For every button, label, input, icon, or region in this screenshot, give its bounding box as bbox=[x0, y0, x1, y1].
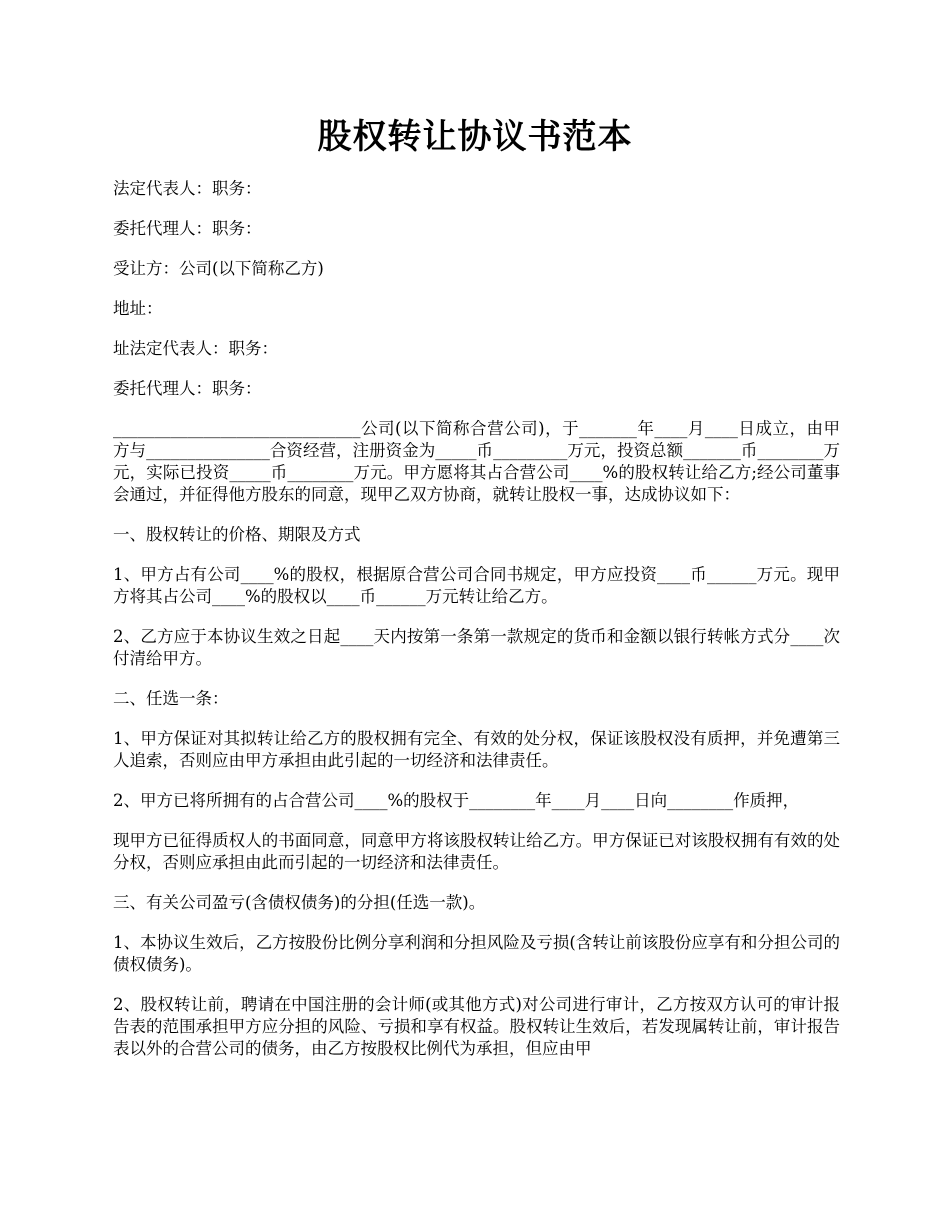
clause-1-2: 2、乙方应于本协议生效之日起____天内按第一条第一款规定的货币和金额以银行转帐方式分____次付清给甲方。 bbox=[113, 627, 840, 668]
clause-3-1: 1、本协议生效后，乙方按股份比例分享利润和分担风险及亏损(含转让前该股份应享有和分担公司的债权债务)。 bbox=[113, 933, 840, 974]
section-heading-1: 一、股权转让的价格、期限及方式 bbox=[113, 525, 361, 544]
paragraph-address: 地址： bbox=[113, 299, 163, 318]
clause-2-1: 1、甲方保证对其拟转让给乙方的股权拥有完全、有效的处分权，保证该股权没有质押，并免遭第三人追索，否则应由甲方承担由此引起的一切经济和法律责任。 bbox=[113, 729, 840, 770]
paragraph-legal-representative: 法定代表人：职务： bbox=[113, 179, 262, 198]
paragraph-transferee-authorized-agent: 委托代理人：职务： bbox=[113, 379, 262, 398]
clause-3-2: 2、股权转让前，聘请在中国注册的会计师(或其他方式)对公司进行审计，乙方按双方认可的审计报告表的范围承担甲方应分担的风险、亏损和享有权益。股权转让生效后，若发现属转让前，审计报告表以外的合营公司的债务，由乙方按股权比例代为承担，但应由甲 bbox=[113, 995, 840, 1058]
paragraph-preamble: ______________________________公司(以下简称合营公司)，于_______年____月____日成立，由甲方与_______________合资经营，注册资金为_____币_________万元，投资总额_______币________万元，实际已投资_____币________万元。甲方愿将其占合营公司____%的股权转让给乙方;经公司董事会通过，并征得他方股东的同意，现甲乙双方协商，就转让股权一事，达成协议如下： bbox=[113, 419, 840, 504]
section-heading-2: 二、任选一条： bbox=[113, 689, 229, 708]
clause-1-1: 1、甲方占有公司____%的股权，根据原合营公司合同书规定，甲方应投资____币______万元。现甲方将其占公司____%的股权以____币______万元转让给乙方。 bbox=[113, 565, 840, 606]
document-body bbox=[113, 178, 840, 1078]
document-title: 股权转让协议书范本 bbox=[317, 117, 633, 157]
clause-2-2: 2、甲方已将所拥有的占合营公司____%的股权于________年____月____日向________作质押， bbox=[113, 791, 800, 810]
paragraph-authorized-agent: 委托代理人：职务： bbox=[113, 219, 262, 238]
paragraph-transferee-legal-representative: 址法定代表人：职务： bbox=[113, 339, 278, 358]
section-heading-3: 三、有关公司盈亏(含债权债务)的分担(任选一款)。 bbox=[113, 893, 486, 912]
clause-2-2-continued: 现甲方已征得质权人的书面同意，同意甲方将该股权转让给乙方。甲方保证已对该股权拥有有效的处分权，否则应承担由此而引起的一切经济和法律责任。 bbox=[113, 831, 840, 872]
paragraph-transferee: 受让方：公司(以下简称乙方) bbox=[113, 259, 324, 278]
